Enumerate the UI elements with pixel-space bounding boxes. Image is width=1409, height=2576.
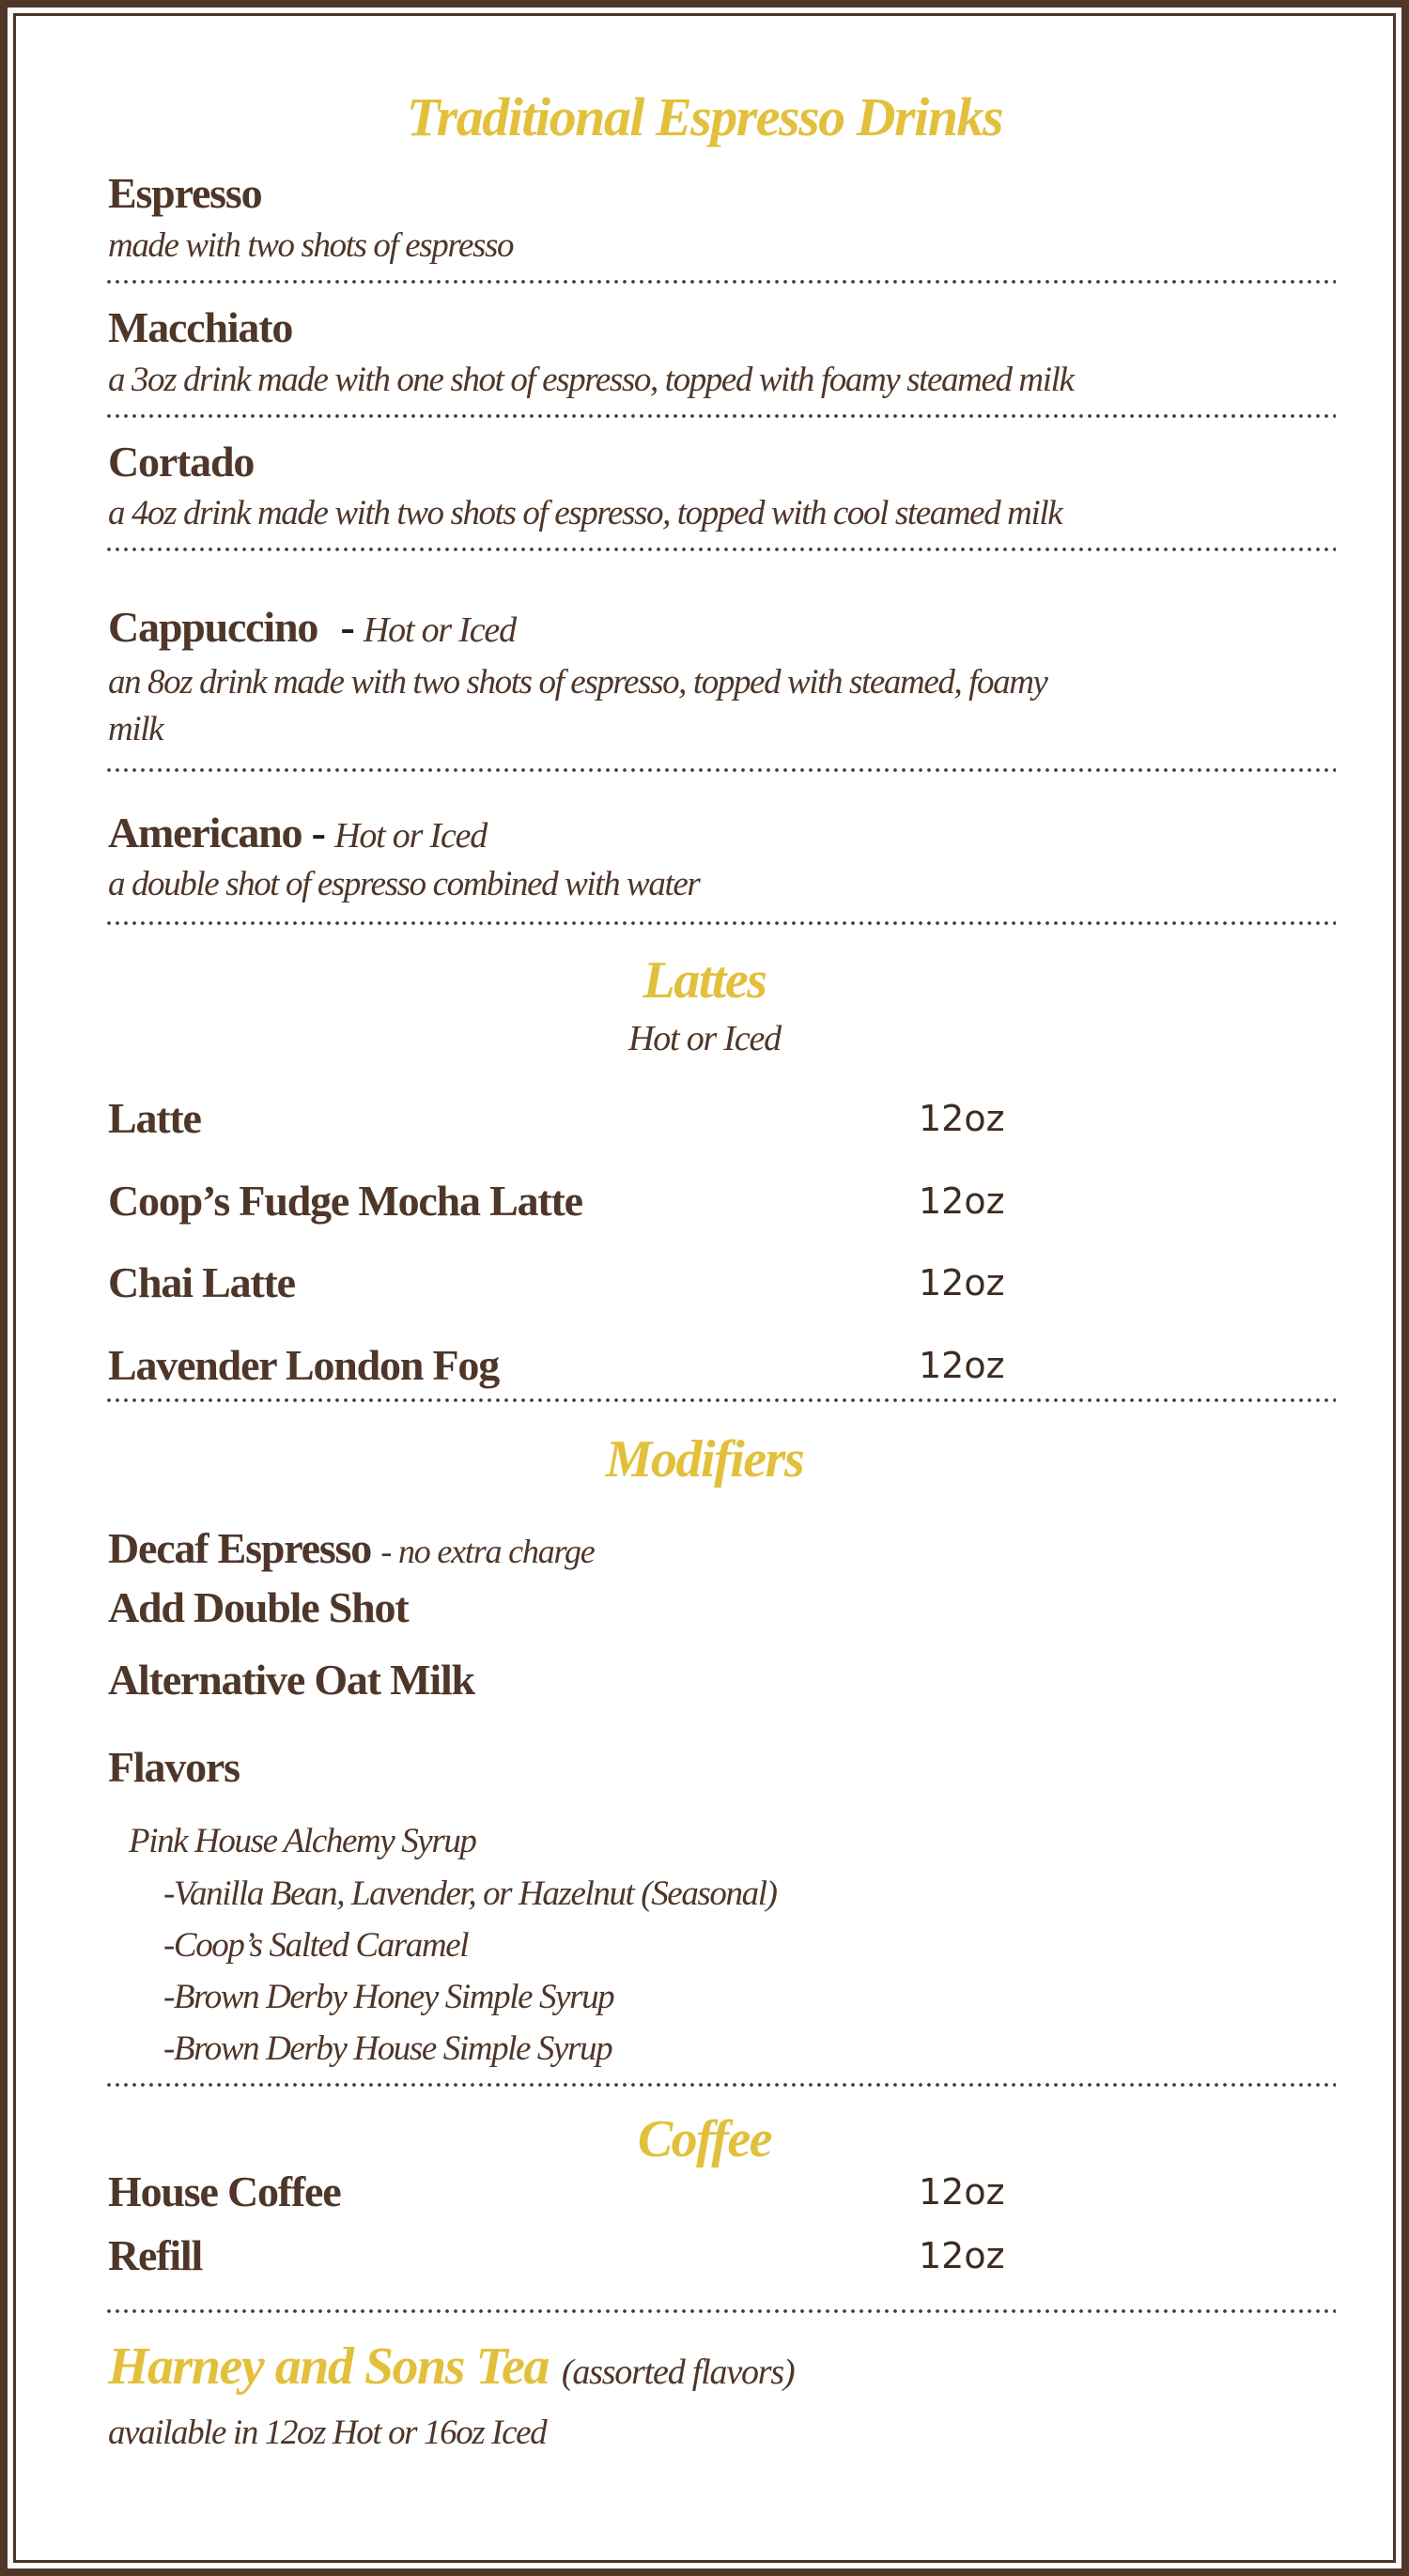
menu-item-refill: Refill bbox=[108, 2231, 203, 2279]
size-label: 12oz bbox=[919, 2235, 1005, 2276]
dotted-divider bbox=[107, 548, 1336, 551]
menu-item-chai-latte: Chai Latte bbox=[108, 1258, 295, 1306]
menu-item-house-coffee: House Coffee bbox=[108, 2167, 341, 2215]
menu-item-description: a double shot of espresso combined with water bbox=[108, 865, 700, 903]
menu-item-americano bbox=[108, 811, 487, 855]
section-heading-tea: Harney and Sons Tea bbox=[108, 2337, 549, 2396]
menu-item-description-cont: milk bbox=[108, 710, 163, 748]
menu-item-cortado: Cortado bbox=[108, 438, 255, 486]
menu-item-description: a 4oz drink made with two shots of espresso, topped with cool steamed milk bbox=[108, 494, 1062, 532]
menu-item-name: Cappuccino bbox=[108, 603, 318, 651]
modifier-add-double-shot: Add Double Shot bbox=[108, 1583, 409, 1631]
menu-item-fudge-mocha-latte: Coop’s Fudge Mocha Latte bbox=[108, 1177, 582, 1225]
section-heading-modifiers: Modifiers bbox=[605, 1430, 804, 1489]
menu-item-cappuccino bbox=[108, 603, 516, 651]
menu-item-lavender-london-fog: Lavender London Fog bbox=[108, 1341, 499, 1389]
size-label: 12oz bbox=[919, 1180, 1005, 1222]
dotted-divider bbox=[107, 2083, 1336, 2087]
size-label: 12oz bbox=[919, 1345, 1005, 1386]
dotted-divider bbox=[107, 280, 1336, 284]
dotted-divider bbox=[107, 921, 1336, 925]
flavor-option: -Brown Derby House Simple Syrup bbox=[163, 2029, 612, 2068]
tea-description: available in 12oz Hot or 16oz Iced bbox=[108, 2414, 547, 2452]
menu-item-macchiato: Macchiato bbox=[108, 303, 293, 351]
menu-item-espresso: Espresso bbox=[108, 169, 262, 217]
dotted-divider bbox=[107, 414, 1336, 418]
modifier-name: Decaf Espresso bbox=[108, 1524, 372, 1572]
size-label: 12oz bbox=[919, 2171, 1005, 2213]
section-heading-coffee: Coffee bbox=[637, 2110, 772, 2168]
size-label: 12oz bbox=[919, 1098, 1005, 1139]
flavor-option: -Coop’s Salted Caramel bbox=[163, 1926, 469, 1965]
section-subheading-lattes: Hot or Iced bbox=[628, 1019, 781, 1058]
size-label: 12oz bbox=[919, 1262, 1005, 1303]
menu-item-description: made with two shots of espresso bbox=[108, 226, 514, 265]
dotted-divider bbox=[107, 1398, 1336, 1402]
flavor-option: -Brown Derby Honey Simple Syrup bbox=[163, 1978, 614, 2016]
separator-dash: - bbox=[340, 603, 354, 651]
menu-item-description: an 8oz drink made with two shots of espresso, topped with steamed, foamy bbox=[108, 663, 1047, 702]
section-heading-espresso: Traditional Espresso Drinks bbox=[406, 86, 1003, 147]
tea-heading-row bbox=[108, 2337, 795, 2396]
separator-dash: - bbox=[311, 809, 325, 856]
modifier-decaf-espresso bbox=[108, 1524, 595, 1572]
menu-item-description: a 3oz drink made with one shot of espresso, topped with foamy steamed milk bbox=[108, 361, 1074, 399]
temperature-note: Hot or Iced bbox=[363, 610, 516, 650]
tea-note: (assorted flavors) bbox=[561, 2352, 795, 2392]
modifier-oat-milk: Alternative Oat Milk bbox=[108, 1656, 474, 1704]
dotted-divider bbox=[107, 768, 1336, 772]
menu-item-name: Americano bbox=[108, 809, 302, 856]
modifier-note: - no extra charge bbox=[380, 1533, 595, 1570]
dotted-divider bbox=[107, 2309, 1336, 2313]
flavors-label: Flavors bbox=[108, 1743, 240, 1791]
flavor-group-label: Pink House Alchemy Syrup bbox=[129, 1822, 476, 1860]
temperature-note: Hot or Iced bbox=[334, 816, 488, 856]
menu-item-latte: Latte bbox=[108, 1094, 201, 1142]
section-heading-lattes: Lattes bbox=[643, 951, 766, 1010]
flavor-option: -Vanilla Bean, Lavender, or Hazelnut (Seasonal) bbox=[163, 1874, 777, 1913]
